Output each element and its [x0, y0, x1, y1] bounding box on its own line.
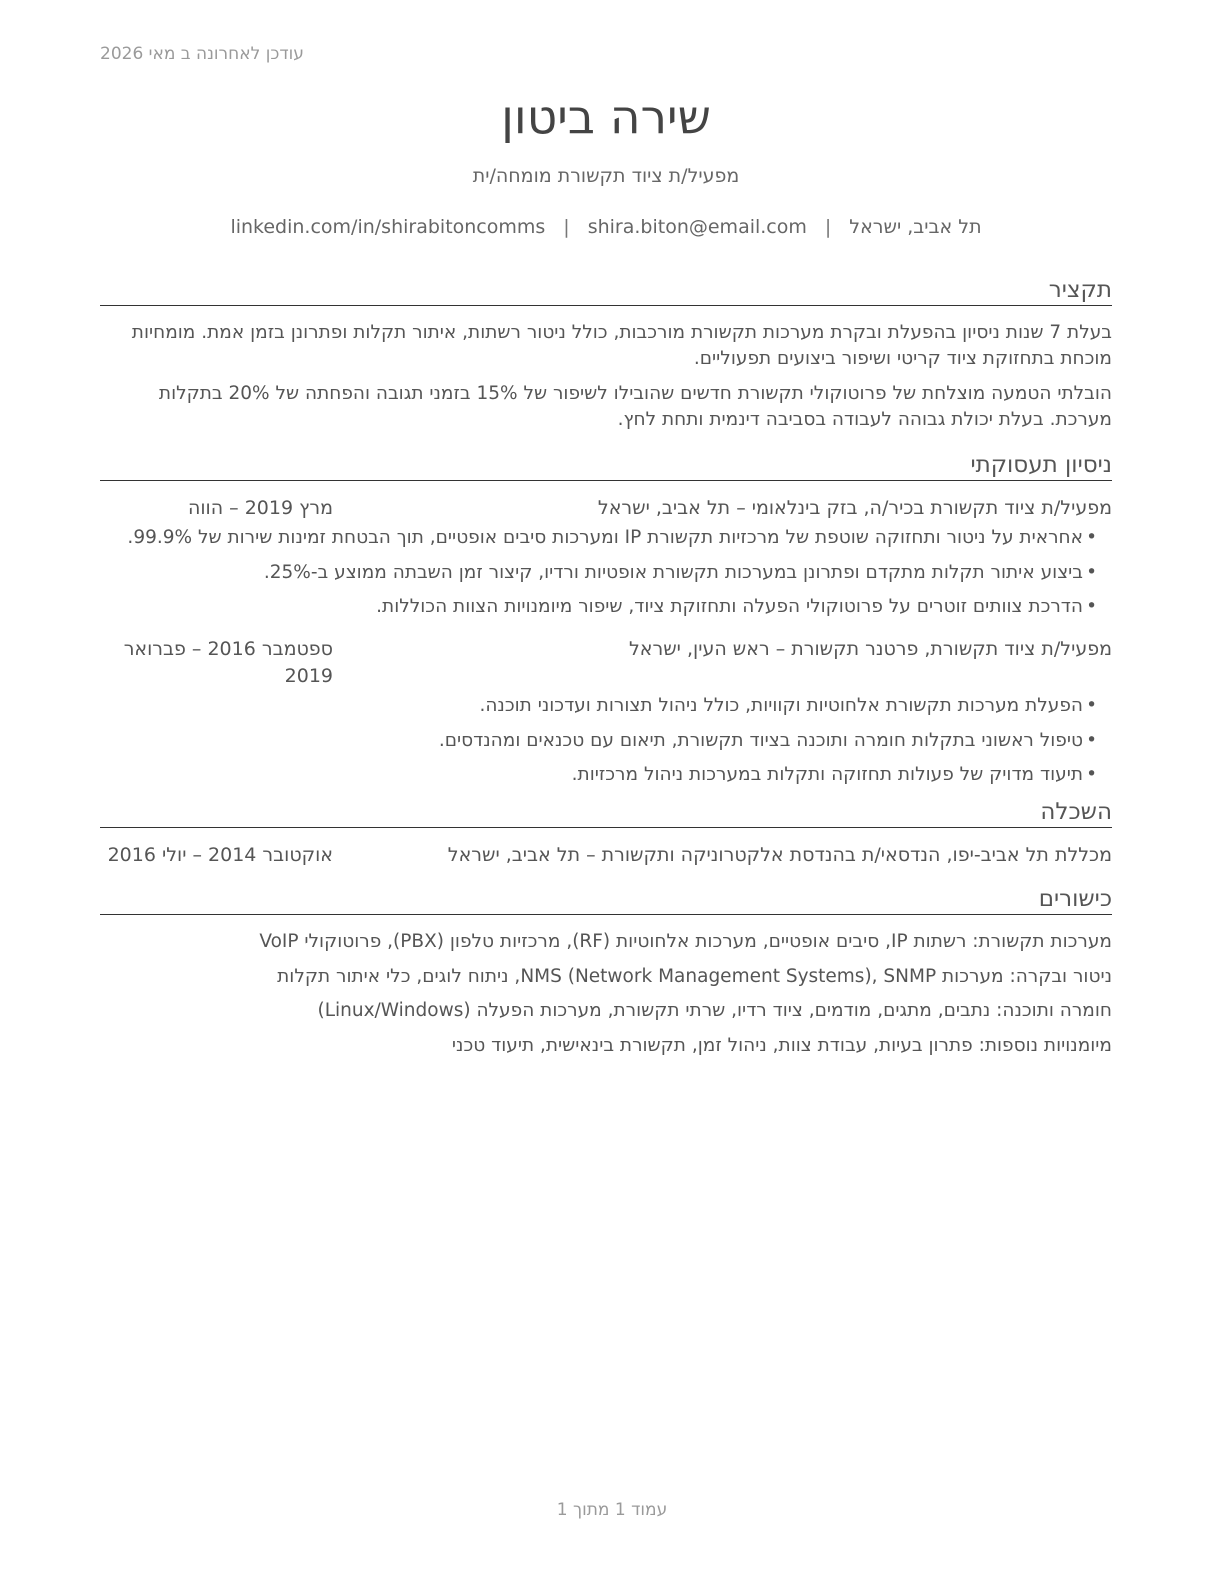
experience-section — [100, 451, 1112, 788]
section-title-skills: כישורים — [100, 885, 1112, 915]
job-title: מפעיל/ת ציוד תקשורת, פרטנר תקשורת – ראש העין, ישראל — [629, 638, 1112, 660]
bullet-item: • הדרכת צוותים זוטרים על פרוטוקולי הפעלה ותחזוקת ציוד, שיפור מיומנויות הצוות הכוללות. — [100, 594, 1097, 620]
bullet-item: • אחראית על ניטור ותחזוקה שוטפת של מרכזיות תקשורת IP ומערכות סיבים אופטיים, תוך הבטחת זמינות שירות של 99.9%. — [100, 525, 1097, 551]
skill-line: ניטור ובקרה: מערכות NMS (Network Management Systems), SNMP, ניתוח לוגים, כלי איתור תקלות — [277, 965, 1112, 987]
job-title: מפעיל/ת ציוד תקשורת בכיר/ה, בזק בינלאומי – תל אביב, ישראל — [597, 497, 1112, 519]
email-link[interactable]: shira.biton@email.com — [587, 216, 807, 238]
section-title-education: השכלה — [100, 798, 1112, 828]
location: תל אביב, ישראל — [849, 216, 982, 238]
page-number: עמוד 1 מתוך 1 — [556, 1500, 668, 1520]
education-section — [100, 798, 1112, 869]
job-dates: מרץ 2019 – הווה — [187, 497, 333, 519]
bullet-item: • תיעוד מדויק של פעולות תחזוקה ותקלות במערכות ניהול מרכזיות. — [100, 762, 1097, 788]
contact-line — [100, 213, 1112, 241]
bullet-item: • טיפול ראשוני בתקלות חומרה ותוכנה בציוד תקשורת, תיאום עם טכנאים ומהנדסים. — [100, 728, 1097, 754]
bullet-item: • ביצוע איתור תקלות מתקדם ופתרונן במערכות תקשורת אופטיות ורדיו, קיצור זמן השבתה ממוצע ב-25%. — [100, 560, 1097, 586]
last-updated: עודכן לאחרונה ב מאי 2026 — [100, 44, 304, 64]
separator: | — [824, 216, 832, 238]
job-header — [100, 636, 1112, 690]
job-dates: ספטמבר 2016 – פברואר 2019 — [123, 638, 333, 687]
separator: | — [563, 216, 570, 238]
resume-content — [100, 276, 1112, 1067]
job-entry — [100, 636, 1112, 788]
resume-header — [100, 84, 1112, 241]
job-bullets — [100, 525, 1097, 620]
summary-section — [100, 276, 1112, 433]
skill-line: חומרה ותוכנה: נתבים, מתגים, מודמים, ציוד רדיו, שרתי תקשורת, מערכות הפעלה (Linux/Windows) — [317, 1000, 1112, 1021]
skill-line: מערכות תקשורת: רשתות IP, סיבים אופטיים, מערכות אלחוטיות (RF), מרכזיות טלפון (PBX), פרוטוקולי VoIP — [259, 931, 1112, 952]
job-subtitle: מפעיל/ת ציוד תקשורת מומחה/ית — [472, 165, 740, 187]
education-entry — [100, 842, 1112, 869]
education-heading: מכללת תל אביב-יפו, הנדסאי/ת בהנדסת אלקטרוניקה ותקשורת – תל אביב, ישראל — [447, 844, 1112, 866]
summary-paragraph: הובלתי הטמעה מוצלחת של פרוטוקולי תקשורת חדשים שהובילו לשיפור של 15% בזמני תגובה והפחתה של 20% בתקלות מערכת. בעלת יכולת גבוהה לעבודה בסביבה דינמית ותחת לחץ. — [158, 383, 1112, 430]
section-title-experience: ניסיון תעסוקתי — [100, 451, 1112, 481]
job-entry — [100, 495, 1112, 620]
education-dates: אוקטובר 2014 – יולי 2016 — [107, 844, 333, 866]
skills-list — [100, 929, 1112, 1059]
section-title-summary: תקציר — [100, 276, 1112, 306]
job-bullets — [100, 693, 1097, 788]
bullet-item: • הפעלת מערכות תקשורת אלחוטיות וקוויות, כולל ניהול תצורות ועדכוני תוכנה. — [100, 693, 1097, 719]
skills-section — [100, 885, 1112, 1059]
summary-paragraph: בעלת 7 שנות ניסיון בהפעלת ובקרת מערכות תקשורת מורכבות, כולל ניטור רשתות, איתור תקלות ופתרונן בזמן אמת. מומחיות מוכחת בתחזוקת ציוד קריטי ושיפור ביצועים תפעוליים. — [131, 322, 1112, 369]
candidate-name: שירה ביטון — [501, 90, 711, 145]
job-header — [100, 495, 1112, 522]
skill-line: מיומנויות נוספות: פתרון בעיות, עבודת צוות, ניהול זמן, תקשורת בינאישית, תיעוד טכני — [451, 1034, 1112, 1056]
linkedin-link[interactable]: linkedin.com/in/shirabitoncomms — [230, 216, 546, 238]
